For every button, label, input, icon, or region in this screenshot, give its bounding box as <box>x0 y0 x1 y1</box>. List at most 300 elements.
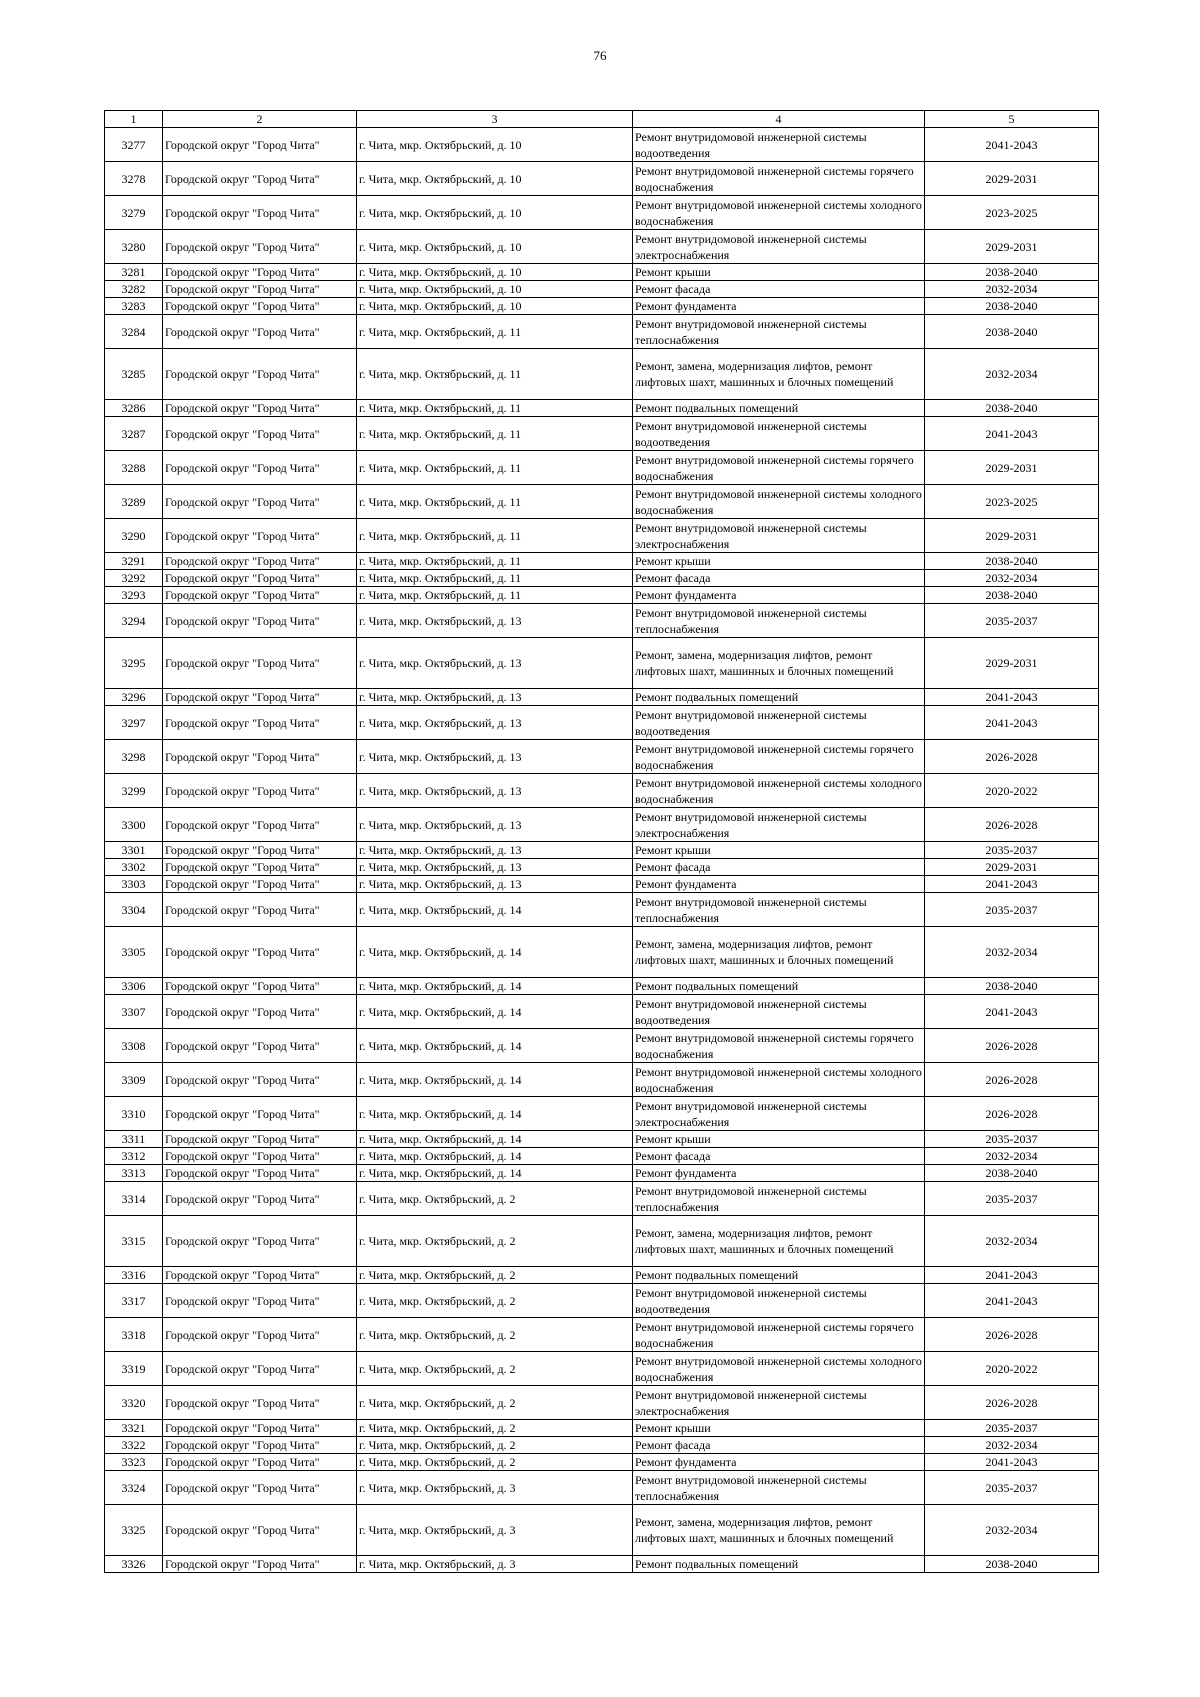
municipality-cell: Городской округ "Город Чита" <box>163 128 357 162</box>
address-cell: г. Чита, мкр. Октябрьский, д. 10 <box>357 230 633 264</box>
table-row <box>105 638 1099 689</box>
period-cell: 2038-2040 <box>925 315 1099 349</box>
address-cell: г. Чита, мкр. Октябрьский, д. 14 <box>357 1029 633 1063</box>
period-cell: 2032-2034 <box>925 349 1099 400</box>
period-cell: 2029-2031 <box>925 451 1099 485</box>
row-number-cell: 3316 <box>105 1267 163 1284</box>
period-cell: 2038-2040 <box>925 1165 1099 1182</box>
work-type-cell: Ремонт фундамента <box>633 876 925 893</box>
address-cell: г. Чита, мкр. Октябрьский, д. 3 <box>357 1556 633 1573</box>
table-row <box>105 349 1099 400</box>
municipality-cell: Городской округ "Город Чита" <box>163 315 357 349</box>
address-cell: г. Чита, мкр. Октябрьский, д. 11 <box>357 519 633 553</box>
municipality-cell: Городской округ "Город Чита" <box>163 587 357 604</box>
table-row <box>105 1029 1099 1063</box>
row-number-cell: 3302 <box>105 859 163 876</box>
address-cell: г. Чита, мкр. Октябрьский, д. 2 <box>357 1437 633 1454</box>
table-row <box>105 842 1099 859</box>
municipality-cell: Городской округ "Город Чита" <box>163 230 357 264</box>
work-type-cell: Ремонт внутридомовой инженерной системы водоотведения <box>633 128 925 162</box>
row-number-cell: 3308 <box>105 1029 163 1063</box>
address-cell: г. Чита, мкр. Октябрьский, д. 11 <box>357 451 633 485</box>
municipality-cell: Городской округ "Город Чита" <box>163 1267 357 1284</box>
period-cell: 2029-2031 <box>925 859 1099 876</box>
table-row <box>105 706 1099 740</box>
row-number-cell: 3312 <box>105 1148 163 1165</box>
address-cell: г. Чита, мкр. Октябрьский, д. 14 <box>357 893 633 927</box>
table-row <box>105 162 1099 196</box>
row-number-cell: 3288 <box>105 451 163 485</box>
table-row <box>105 774 1099 808</box>
table-row <box>105 1165 1099 1182</box>
municipality-cell: Городской округ "Город Чита" <box>163 349 357 400</box>
row-number-cell: 3283 <box>105 298 163 315</box>
address-cell: г. Чита, мкр. Октябрьский, д. 11 <box>357 485 633 519</box>
row-number-cell: 3300 <box>105 808 163 842</box>
municipality-cell: Городской округ "Город Чита" <box>163 706 357 740</box>
address-cell: г. Чита, мкр. Октябрьский, д. 11 <box>357 417 633 451</box>
address-cell: г. Чита, мкр. Октябрьский, д. 2 <box>357 1454 633 1471</box>
period-cell: 2038-2040 <box>925 587 1099 604</box>
table-row <box>105 400 1099 417</box>
table-row <box>105 808 1099 842</box>
address-cell: г. Чита, мкр. Октябрьский, д. 2 <box>357 1420 633 1437</box>
table-row <box>105 740 1099 774</box>
work-type-cell: Ремонт, замена, модернизация лифтов, ремонт лифтовых шахт, машинных и блочных помещений <box>633 349 925 400</box>
table-row <box>105 1284 1099 1318</box>
table-row <box>105 1148 1099 1165</box>
address-cell: г. Чита, мкр. Октябрьский, д. 13 <box>357 638 633 689</box>
work-type-cell: Ремонт внутридомовой инженерной системы холодного водоснабжения <box>633 774 925 808</box>
municipality-cell: Городской округ "Город Чита" <box>163 196 357 230</box>
work-type-cell: Ремонт внутридомовой инженерной системы электроснабжения <box>633 808 925 842</box>
works-table <box>104 110 1099 1573</box>
municipality-cell: Городской округ "Город Чита" <box>163 740 357 774</box>
table-row <box>105 570 1099 587</box>
period-cell: 2026-2028 <box>925 808 1099 842</box>
row-number-cell: 3293 <box>105 587 163 604</box>
work-type-cell: Ремонт внутридомовой инженерной системы теплоснабжения <box>633 604 925 638</box>
table-row <box>105 264 1099 281</box>
table-row <box>105 1182 1099 1216</box>
period-cell: 2041-2043 <box>925 706 1099 740</box>
municipality-cell: Городской округ "Город Чита" <box>163 1471 357 1505</box>
work-type-cell: Ремонт внутридомовой инженерной системы теплоснабжения <box>633 315 925 349</box>
work-type-cell: Ремонт подвальных помещений <box>633 689 925 706</box>
period-cell: 2041-2043 <box>925 128 1099 162</box>
row-number-cell: 3298 <box>105 740 163 774</box>
column-header: 1 <box>105 111 163 128</box>
work-type-cell: Ремонт внутридомовой инженерной системы горячего водоснабжения <box>633 1318 925 1352</box>
row-number-cell: 3310 <box>105 1097 163 1131</box>
column-header: 2 <box>163 111 357 128</box>
municipality-cell: Городской округ "Город Чита" <box>163 774 357 808</box>
period-cell: 2041-2043 <box>925 876 1099 893</box>
table-row <box>105 859 1099 876</box>
period-cell: 2041-2043 <box>925 1267 1099 1284</box>
period-cell: 2032-2034 <box>925 1216 1099 1267</box>
row-number-cell: 3295 <box>105 638 163 689</box>
address-cell: г. Чита, мкр. Октябрьский, д. 10 <box>357 196 633 230</box>
row-number-cell: 3287 <box>105 417 163 451</box>
row-number-cell: 3304 <box>105 893 163 927</box>
period-cell: 2020-2022 <box>925 774 1099 808</box>
table-row <box>105 315 1099 349</box>
table-row <box>105 1556 1099 1573</box>
address-cell: г. Чита, мкр. Октябрьский, д. 13 <box>357 859 633 876</box>
municipality-cell: Городской округ "Город Чита" <box>163 893 357 927</box>
address-cell: г. Чита, мкр. Октябрьский, д. 2 <box>357 1352 633 1386</box>
municipality-cell: Городской округ "Город Чита" <box>163 842 357 859</box>
period-cell: 2032-2034 <box>925 281 1099 298</box>
address-cell: г. Чита, мкр. Октябрьский, д. 2 <box>357 1284 633 1318</box>
row-number-cell: 3294 <box>105 604 163 638</box>
row-number-cell: 3280 <box>105 230 163 264</box>
row-number-cell: 3291 <box>105 553 163 570</box>
municipality-cell: Городской округ "Город Чита" <box>163 1284 357 1318</box>
municipality-cell: Городской округ "Город Чита" <box>163 570 357 587</box>
column-header: 4 <box>633 111 925 128</box>
municipality-cell: Городской округ "Город Чита" <box>163 1182 357 1216</box>
work-type-cell: Ремонт крыши <box>633 842 925 859</box>
municipality-cell: Городской округ "Город Чита" <box>163 417 357 451</box>
work-type-cell: Ремонт фундамента <box>633 1454 925 1471</box>
table-row <box>105 893 1099 927</box>
row-number-cell: 3314 <box>105 1182 163 1216</box>
table-row <box>105 1471 1099 1505</box>
address-cell: г. Чита, мкр. Октябрьский, д. 13 <box>357 774 633 808</box>
row-number-cell: 3323 <box>105 1454 163 1471</box>
address-cell: г. Чита, мкр. Октябрьский, д. 14 <box>357 1165 633 1182</box>
period-cell: 2035-2037 <box>925 1131 1099 1148</box>
table-row <box>105 1386 1099 1420</box>
period-cell: 2041-2043 <box>925 689 1099 706</box>
address-cell: г. Чита, мкр. Октябрьский, д. 14 <box>357 1131 633 1148</box>
table-header-row <box>105 111 1099 128</box>
address-cell: г. Чита, мкр. Октябрьский, д. 11 <box>357 400 633 417</box>
table-row <box>105 978 1099 995</box>
row-number-cell: 3281 <box>105 264 163 281</box>
table-row <box>105 1097 1099 1131</box>
period-cell: 2035-2037 <box>925 893 1099 927</box>
municipality-cell: Городской округ "Город Чита" <box>163 1216 357 1267</box>
period-cell: 2023-2025 <box>925 485 1099 519</box>
period-cell: 2038-2040 <box>925 400 1099 417</box>
table-row <box>105 927 1099 978</box>
row-number-cell: 3289 <box>105 485 163 519</box>
address-cell: г. Чита, мкр. Октябрьский, д. 2 <box>357 1182 633 1216</box>
municipality-cell: Городской округ "Город Чита" <box>163 808 357 842</box>
work-type-cell: Ремонт фасада <box>633 1148 925 1165</box>
address-cell: г. Чита, мкр. Октябрьский, д. 10 <box>357 298 633 315</box>
row-number-cell: 3318 <box>105 1318 163 1352</box>
work-type-cell: Ремонт подвальных помещений <box>633 978 925 995</box>
work-type-cell: Ремонт, замена, модернизация лифтов, ремонт лифтовых шахт, машинных и блочных помещений <box>633 638 925 689</box>
period-cell: 2032-2034 <box>925 1437 1099 1454</box>
municipality-cell: Городской округ "Город Чита" <box>163 927 357 978</box>
table-body <box>105 128 1099 1573</box>
municipality-cell: Городской округ "Город Чита" <box>163 1097 357 1131</box>
table-row <box>105 1063 1099 1097</box>
row-number-cell: 3324 <box>105 1471 163 1505</box>
municipality-cell: Городской округ "Город Чита" <box>163 1420 357 1437</box>
period-cell: 2026-2028 <box>925 1063 1099 1097</box>
work-type-cell: Ремонт подвальных помещений <box>633 400 925 417</box>
period-cell: 2035-2037 <box>925 1182 1099 1216</box>
work-type-cell: Ремонт внутридомовой инженерной системы холодного водоснабжения <box>633 196 925 230</box>
row-number-cell: 3307 <box>105 995 163 1029</box>
period-cell: 2023-2025 <box>925 196 1099 230</box>
work-type-cell: Ремонт крыши <box>633 1131 925 1148</box>
period-cell: 2038-2040 <box>925 553 1099 570</box>
period-cell: 2041-2043 <box>925 995 1099 1029</box>
page-number: 76 <box>593 48 607 63</box>
column-header: 5 <box>925 111 1099 128</box>
address-cell: г. Чита, мкр. Октябрьский, д. 10 <box>357 264 633 281</box>
municipality-cell: Городской округ "Город Чита" <box>163 281 357 298</box>
period-cell: 2038-2040 <box>925 264 1099 281</box>
table-row <box>105 1454 1099 1471</box>
address-cell: г. Чита, мкр. Октябрьский, д. 11 <box>357 315 633 349</box>
work-type-cell: Ремонт фундамента <box>633 587 925 604</box>
period-cell: 2032-2034 <box>925 927 1099 978</box>
table-row <box>105 230 1099 264</box>
period-cell: 2035-2037 <box>925 1420 1099 1437</box>
work-type-cell: Ремонт внутридомовой инженерной системы горячего водоснабжения <box>633 451 925 485</box>
row-number-cell: 3320 <box>105 1386 163 1420</box>
row-number-cell: 3305 <box>105 927 163 978</box>
row-number-cell: 3306 <box>105 978 163 995</box>
municipality-cell: Городской округ "Город Чита" <box>163 876 357 893</box>
table-row <box>105 587 1099 604</box>
municipality-cell: Городской округ "Город Чита" <box>163 1454 357 1471</box>
work-type-cell: Ремонт фасада <box>633 859 925 876</box>
address-cell: г. Чита, мкр. Октябрьский, д. 2 <box>357 1267 633 1284</box>
period-cell: 2041-2043 <box>925 1284 1099 1318</box>
municipality-cell: Городской округ "Город Чита" <box>163 1029 357 1063</box>
row-number-cell: 3313 <box>105 1165 163 1182</box>
work-type-cell: Ремонт внутридомовой инженерной системы холодного водоснабжения <box>633 1063 925 1097</box>
table-row <box>105 1420 1099 1437</box>
table-row <box>105 1267 1099 1284</box>
table-row <box>105 485 1099 519</box>
period-cell: 2038-2040 <box>925 1556 1099 1573</box>
work-type-cell: Ремонт внутридомовой инженерной системы водоотведения <box>633 995 925 1029</box>
municipality-cell: Городской округ "Город Чита" <box>163 553 357 570</box>
work-type-cell: Ремонт внутридомовой инженерной системы теплоснабжения <box>633 1182 925 1216</box>
municipality-cell: Городской округ "Город Чита" <box>163 298 357 315</box>
address-cell: г. Чита, мкр. Октябрьский, д. 14 <box>357 978 633 995</box>
row-number-cell: 3296 <box>105 689 163 706</box>
table-row <box>105 417 1099 451</box>
work-type-cell: Ремонт внутридомовой инженерной системы холодного водоснабжения <box>633 485 925 519</box>
municipality-cell: Городской округ "Город Чита" <box>163 689 357 706</box>
period-cell: 2038-2040 <box>925 298 1099 315</box>
period-cell: 2026-2028 <box>925 740 1099 774</box>
address-cell: г. Чита, мкр. Октябрьский, д. 2 <box>357 1216 633 1267</box>
period-cell: 2032-2034 <box>925 570 1099 587</box>
work-type-cell: Ремонт внутридомовой инженерной системы теплоснабжения <box>633 893 925 927</box>
municipality-cell: Городской округ "Город Чита" <box>163 604 357 638</box>
municipality-cell: Городской округ "Город Чита" <box>163 1148 357 1165</box>
address-cell: г. Чита, мкр. Октябрьский, д. 13 <box>357 689 633 706</box>
table-row <box>105 1131 1099 1148</box>
period-cell: 2032-2034 <box>925 1148 1099 1165</box>
address-cell: г. Чита, мкр. Октябрьский, д. 10 <box>357 281 633 298</box>
address-cell: г. Чита, мкр. Октябрьский, д. 10 <box>357 128 633 162</box>
table-row <box>105 1505 1099 1556</box>
address-cell: г. Чита, мкр. Октябрьский, д. 11 <box>357 570 633 587</box>
row-number-cell: 3311 <box>105 1131 163 1148</box>
period-cell: 2026-2028 <box>925 1318 1099 1352</box>
work-type-cell: Ремонт фундамента <box>633 298 925 315</box>
row-number-cell: 3277 <box>105 128 163 162</box>
work-type-cell: Ремонт крыши <box>633 1420 925 1437</box>
address-cell: г. Чита, мкр. Октябрьский, д. 13 <box>357 808 633 842</box>
table-row <box>105 298 1099 315</box>
period-cell: 2029-2031 <box>925 519 1099 553</box>
period-cell: 2032-2034 <box>925 1505 1099 1556</box>
work-type-cell: Ремонт фасада <box>633 281 925 298</box>
period-cell: 2035-2037 <box>925 842 1099 859</box>
work-type-cell: Ремонт внутридомовой инженерной системы электроснабжения <box>633 1386 925 1420</box>
period-cell: 2026-2028 <box>925 1386 1099 1420</box>
row-number-cell: 3284 <box>105 315 163 349</box>
work-type-cell: Ремонт крыши <box>633 264 925 281</box>
table-row <box>105 876 1099 893</box>
municipality-cell: Городской округ "Город Чита" <box>163 451 357 485</box>
work-type-cell: Ремонт внутридомовой инженерной системы теплоснабжения <box>633 1471 925 1505</box>
row-number-cell: 3279 <box>105 196 163 230</box>
address-cell: г. Чита, мкр. Октябрьский, д. 13 <box>357 604 633 638</box>
work-type-cell: Ремонт внутридомовой инженерной системы электроснабжения <box>633 1097 925 1131</box>
municipality-cell: Городской округ "Город Чита" <box>163 162 357 196</box>
municipality-cell: Городской округ "Город Чита" <box>163 859 357 876</box>
municipality-cell: Городской округ "Город Чита" <box>163 400 357 417</box>
table-row <box>105 689 1099 706</box>
table-row <box>105 519 1099 553</box>
period-cell: 2041-2043 <box>925 417 1099 451</box>
period-cell: 2041-2043 <box>925 1454 1099 1471</box>
table-row <box>105 196 1099 230</box>
work-type-cell: Ремонт внутридомовой инженерной системы электроснабжения <box>633 230 925 264</box>
work-type-cell: Ремонт внутридомовой инженерной системы горячего водоснабжения <box>633 162 925 196</box>
period-cell: 2020-2022 <box>925 1352 1099 1386</box>
address-cell: г. Чита, мкр. Октябрьский, д. 11 <box>357 553 633 570</box>
row-number-cell: 3290 <box>105 519 163 553</box>
row-number-cell: 3299 <box>105 774 163 808</box>
work-type-cell: Ремонт подвальных помещений <box>633 1556 925 1573</box>
municipality-cell: Городской округ "Город Чита" <box>163 264 357 281</box>
municipality-cell: Городской округ "Город Чита" <box>163 1352 357 1386</box>
work-type-cell: Ремонт крыши <box>633 553 925 570</box>
work-type-cell: Ремонт внутридомовой инженерной системы водоотведения <box>633 706 925 740</box>
municipality-cell: Городской округ "Город Чита" <box>163 1386 357 1420</box>
table-row <box>105 553 1099 570</box>
work-type-cell: Ремонт подвальных помещений <box>633 1267 925 1284</box>
municipality-cell: Городской округ "Город Чита" <box>163 519 357 553</box>
address-cell: г. Чита, мкр. Октябрьский, д. 13 <box>357 706 633 740</box>
row-number-cell: 3303 <box>105 876 163 893</box>
table-row <box>105 1437 1099 1454</box>
period-cell: 2038-2040 <box>925 978 1099 995</box>
address-cell: г. Чита, мкр. Октябрьский, д. 11 <box>357 349 633 400</box>
period-cell: 2035-2037 <box>925 604 1099 638</box>
municipality-cell: Городской округ "Город Чита" <box>163 1131 357 1148</box>
period-cell: 2035-2037 <box>925 1471 1099 1505</box>
address-cell: г. Чита, мкр. Октябрьский, д. 3 <box>357 1471 633 1505</box>
row-number-cell: 3285 <box>105 349 163 400</box>
row-number-cell: 3319 <box>105 1352 163 1386</box>
row-number-cell: 3309 <box>105 1063 163 1097</box>
address-cell: г. Чита, мкр. Октябрьский, д. 14 <box>357 1063 633 1097</box>
address-cell: г. Чита, мкр. Октябрьский, д. 2 <box>357 1386 633 1420</box>
period-cell: 2026-2028 <box>925 1029 1099 1063</box>
row-number-cell: 3292 <box>105 570 163 587</box>
address-cell: г. Чита, мкр. Октябрьский, д. 14 <box>357 995 633 1029</box>
table-row <box>105 281 1099 298</box>
period-cell: 2029-2031 <box>925 230 1099 264</box>
municipality-cell: Городской округ "Город Чита" <box>163 1063 357 1097</box>
address-cell: г. Чита, мкр. Октябрьский, д. 13 <box>357 842 633 859</box>
table-row <box>105 1216 1099 1267</box>
work-type-cell: Ремонт, замена, модернизация лифтов, ремонт лифтовых шахт, машинных и блочных помещений <box>633 927 925 978</box>
table-row <box>105 451 1099 485</box>
table-row <box>105 1318 1099 1352</box>
address-cell: г. Чита, мкр. Октябрьский, д. 13 <box>357 876 633 893</box>
row-number-cell: 3315 <box>105 1216 163 1267</box>
work-type-cell: Ремонт фундамента <box>633 1165 925 1182</box>
municipality-cell: Городской округ "Город Чита" <box>163 1437 357 1454</box>
period-cell: 2029-2031 <box>925 162 1099 196</box>
row-number-cell: 3278 <box>105 162 163 196</box>
period-cell: 2029-2031 <box>925 638 1099 689</box>
address-cell: г. Чита, мкр. Октябрьский, д. 13 <box>357 740 633 774</box>
municipality-cell: Городской округ "Город Чита" <box>163 638 357 689</box>
address-cell: г. Чита, мкр. Октябрьский, д. 14 <box>357 1148 633 1165</box>
work-type-cell: Ремонт фасада <box>633 570 925 587</box>
row-number-cell: 3317 <box>105 1284 163 1318</box>
municipality-cell: Городской округ "Город Чита" <box>163 978 357 995</box>
period-cell: 2026-2028 <box>925 1097 1099 1131</box>
work-type-cell: Ремонт внутридомовой инженерной системы горячего водоснабжения <box>633 1029 925 1063</box>
row-number-cell: 3301 <box>105 842 163 859</box>
municipality-cell: Городской округ "Город Чита" <box>163 485 357 519</box>
work-type-cell: Ремонт, замена, модернизация лифтов, ремонт лифтовых шахт, машинных и блочных помещений <box>633 1505 925 1556</box>
row-number-cell: 3286 <box>105 400 163 417</box>
municipality-cell: Городской округ "Город Чита" <box>163 995 357 1029</box>
work-type-cell: Ремонт фасада <box>633 1437 925 1454</box>
work-type-cell: Ремонт внутридомовой инженерной системы электроснабжения <box>633 519 925 553</box>
column-header: 3 <box>357 111 633 128</box>
municipality-cell: Городской округ "Город Чита" <box>163 1318 357 1352</box>
address-cell: г. Чита, мкр. Октябрьский, д. 10 <box>357 162 633 196</box>
work-type-cell: Ремонт внутридомовой инженерной системы водоотведения <box>633 417 925 451</box>
address-cell: г. Чита, мкр. Октябрьский, д. 11 <box>357 587 633 604</box>
row-number-cell: 3297 <box>105 706 163 740</box>
table-row <box>105 604 1099 638</box>
municipality-cell: Городской округ "Город Чита" <box>163 1505 357 1556</box>
work-type-cell: Ремонт внутридомовой инженерной системы водоотведения <box>633 1284 925 1318</box>
municipality-cell: Городской округ "Город Чита" <box>163 1556 357 1573</box>
row-number-cell: 3325 <box>105 1505 163 1556</box>
municipality-cell: Городской округ "Город Чита" <box>163 1165 357 1182</box>
row-number-cell: 3326 <box>105 1556 163 1573</box>
work-type-cell: Ремонт, замена, модернизация лифтов, ремонт лифтовых шахт, машинных и блочных помещений <box>633 1216 925 1267</box>
address-cell: г. Чита, мкр. Октябрьский, д. 14 <box>357 1097 633 1131</box>
row-number-cell: 3322 <box>105 1437 163 1454</box>
address-cell: г. Чита, мкр. Октябрьский, д. 3 <box>357 1505 633 1556</box>
